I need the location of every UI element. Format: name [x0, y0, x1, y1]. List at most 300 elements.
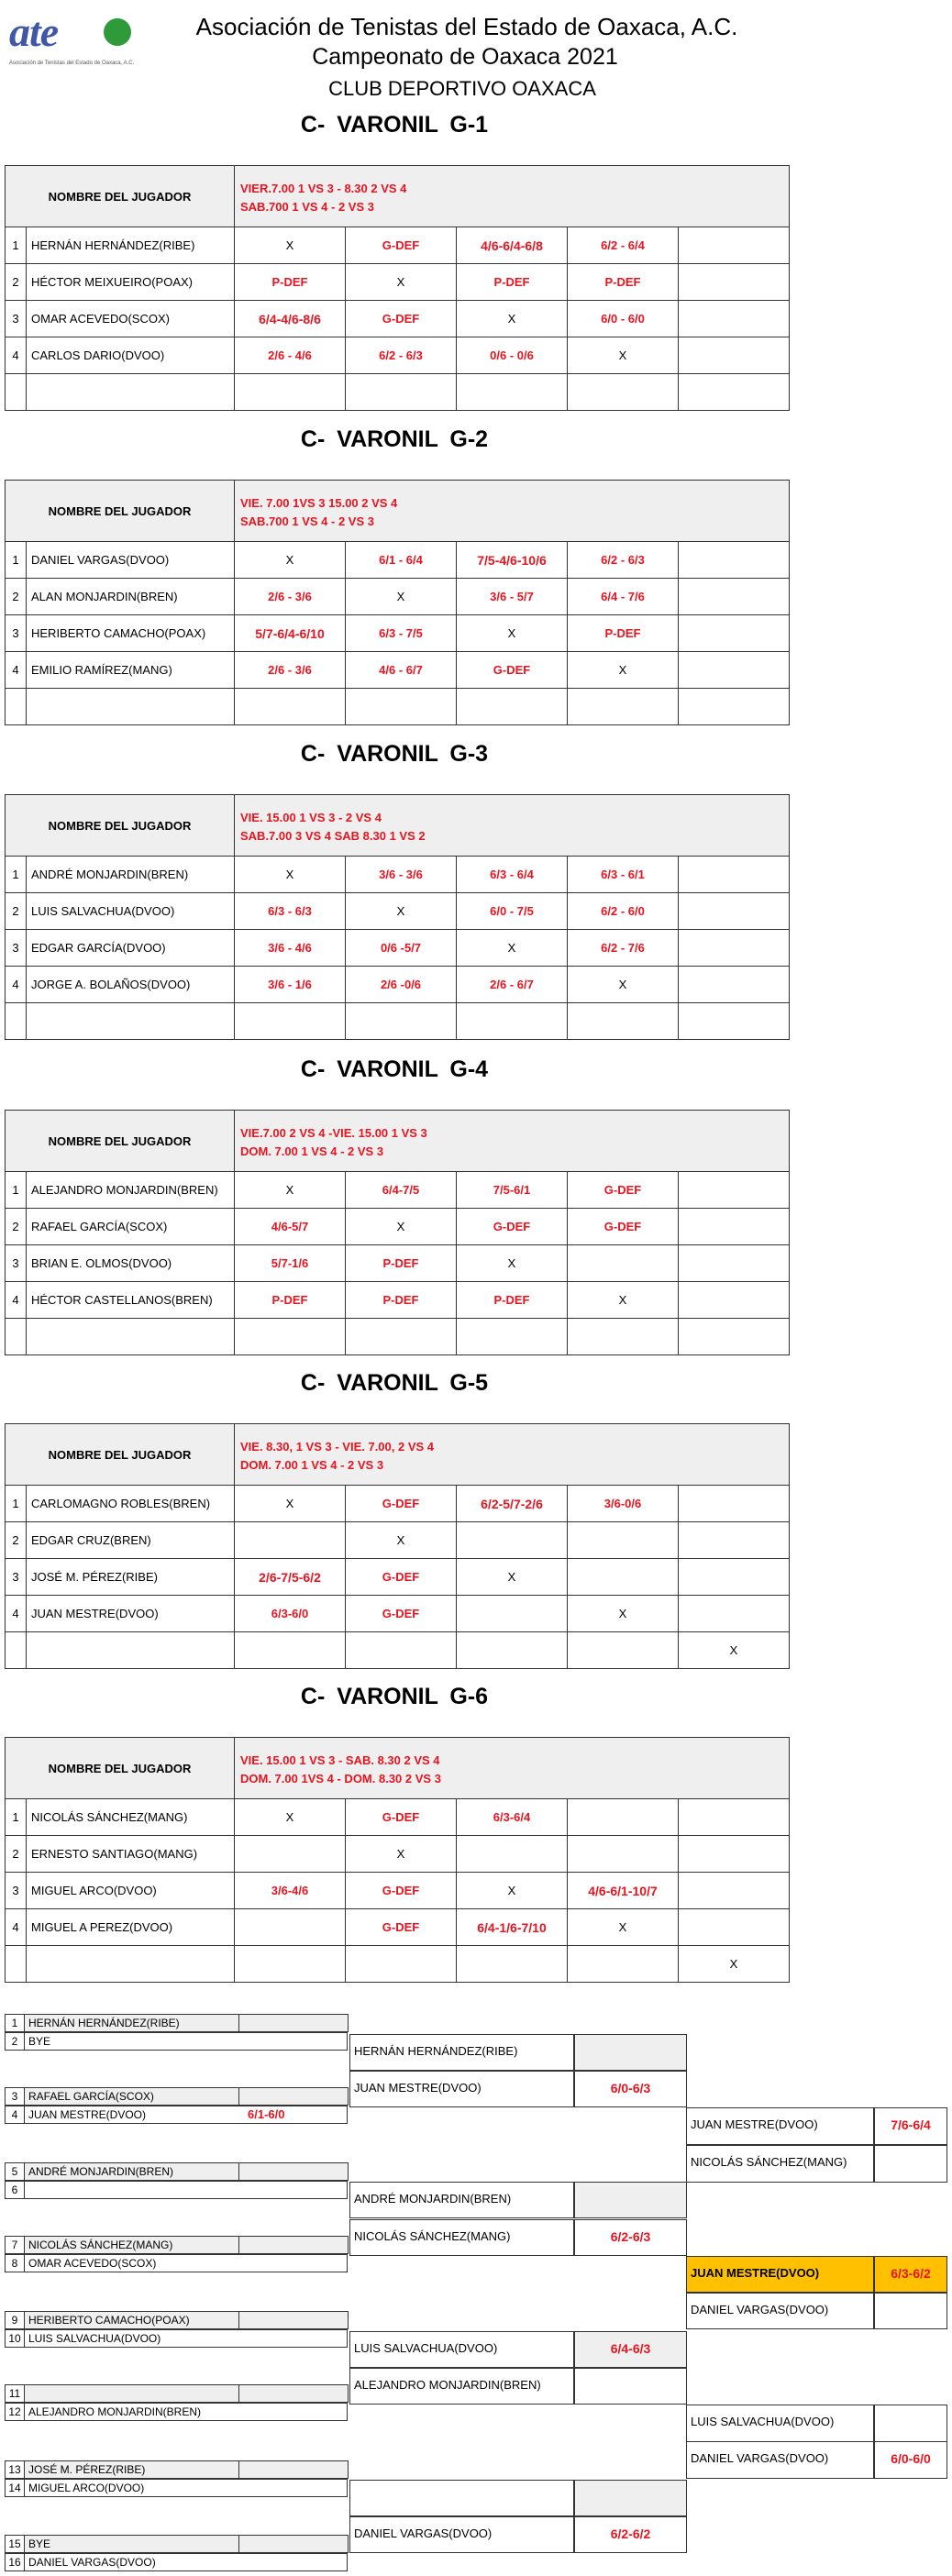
bracket-seed-number: 3	[5, 2087, 25, 2106]
match-result	[679, 1873, 790, 1909]
match-result: 6/2 - 6/3	[346, 337, 457, 374]
match-result: 2/6 - 3/6	[235, 652, 346, 689]
championship-title: Campeonato de Oaxaca 2021	[312, 44, 618, 70]
association-title: Asociación de Tenistas del Estado de Oaxaca, A.C.	[195, 13, 738, 40]
bracket-player: LUIS SALVACHUA(DVOO)	[349, 2331, 574, 2368]
match-result: G-DEF	[346, 1559, 457, 1596]
table-row	[6, 1319, 790, 1355]
bracket-score: 6/4-6/3	[574, 2331, 687, 2368]
player-name	[27, 1946, 235, 1983]
player-name: MIGUEL A PEREZ(DVOO)	[27, 1909, 235, 1946]
match-result: P-DEF	[346, 1245, 457, 1282]
player-number: 4	[6, 1909, 27, 1946]
match-result	[679, 374, 790, 411]
logo-text: ate	[9, 8, 59, 55]
bracket-player: NICOLÁS SÁNCHEZ(MANG)	[349, 2219, 574, 2256]
match-result: 6/0 - 6/0	[568, 301, 679, 337]
match-result: G-DEF	[346, 1596, 457, 1632]
player-name: ANDRÉ MONJARDIN(BREN)	[27, 857, 235, 893]
match-result: G-DEF	[346, 227, 457, 264]
match-result: X	[568, 1596, 679, 1632]
match-result	[568, 1003, 679, 1040]
bracket-player: JUAN MESTRE(DVOO)	[349, 2071, 574, 2107]
match-result	[235, 1946, 346, 1983]
group-table	[5, 1423, 790, 1669]
match-result: 4/6 - 6/7	[346, 652, 457, 689]
match-result: X	[235, 227, 346, 264]
match-result	[235, 1909, 346, 1946]
bracket-player: ANDRÉ MONJARDIN(BREN)	[349, 2182, 574, 2218]
match-result: X	[457, 615, 568, 652]
match-result: 6/3 - 6/1	[568, 857, 679, 893]
player-number: 4	[6, 967, 27, 1003]
table-row	[6, 1596, 790, 1632]
match-result: X	[235, 542, 346, 579]
match-result: X	[568, 652, 679, 689]
player-name: ALAN MONJARDIN(BREN)	[27, 579, 235, 615]
player-name: DANIEL VARGAS(DVOO)	[27, 542, 235, 579]
player-name: HERNÁN HERNÁNDEZ(RIBE)	[27, 227, 235, 264]
player-name: HERIBERTO CAMACHO(POAX)	[27, 615, 235, 652]
schedule-line: VIE.7.00 2 VS 4 -VIE. 15.00 1 VS 3	[240, 1126, 427, 1140]
player-name: CARLOS DARIO(DVOO)	[27, 337, 235, 374]
match-result	[679, 1209, 790, 1245]
bracket-seed-number: 9	[5, 2311, 25, 2329]
player-name	[27, 1003, 235, 1040]
match-result: 6/2 - 6/0	[568, 893, 679, 930]
match-result	[346, 1003, 457, 1040]
table-row	[6, 857, 790, 893]
match-result: 3/6-4/6	[235, 1873, 346, 1909]
group-title: C- VARONIL G-2	[300, 426, 489, 452]
group-table	[5, 794, 790, 1040]
match-result	[568, 1559, 679, 1596]
bracket-seed-number: 8	[5, 2254, 25, 2272]
schedule-line: DOM. 7.00 1 VS 4 - 2 VS 3	[240, 1458, 384, 1472]
match-result: G-DEF	[568, 1209, 679, 1245]
bracket-player	[24, 2181, 348, 2199]
bracket-score: 6/1-6/0	[248, 2107, 285, 2121]
match-result: 3/6 - 5/7	[457, 579, 568, 615]
match-result: 2/6 - 3/6	[235, 579, 346, 615]
match-result	[568, 1799, 679, 1836]
group-title: C- VARONIL G-5	[300, 1370, 489, 1396]
match-result: G-DEF	[457, 1209, 568, 1245]
table-row	[6, 1909, 790, 1946]
table-row	[6, 1282, 790, 1319]
player-number	[6, 1319, 27, 1355]
match-result	[679, 893, 790, 930]
match-result	[568, 374, 679, 411]
match-result	[568, 1946, 679, 1983]
match-result	[679, 1245, 790, 1282]
match-result	[457, 1632, 568, 1669]
match-result	[346, 689, 457, 725]
schedule-line: DOM. 7.00 1 VS 4 - 2 VS 3	[240, 1144, 384, 1158]
match-result	[235, 689, 346, 725]
bracket-score: 6/2-6/2	[574, 2516, 687, 2553]
match-result: 6/4-7/5	[346, 1172, 457, 1209]
match-result: G-DEF	[457, 652, 568, 689]
group-title: C- VARONIL G-3	[300, 741, 489, 767]
player-name: BRIAN E. OLMOS(DVOO)	[27, 1245, 235, 1282]
table-row	[6, 1946, 790, 1983]
group-table	[5, 165, 790, 411]
player-name: RAFAEL GARCÍA(SCOX)	[27, 1209, 235, 1245]
match-result: X	[346, 1836, 457, 1873]
table-row	[6, 1172, 790, 1209]
bracket-score: 6/3-6/2	[874, 2256, 947, 2293]
match-result: X	[568, 337, 679, 374]
bracket-player: DANIEL VARGAS(DVOO)	[349, 2516, 574, 2553]
schedule-line: VIE. 8.30, 1 VS 3 - VIE. 7.00, 2 VS 4	[240, 1440, 435, 1454]
match-result: 6/4-4/6-8/6	[235, 301, 346, 337]
bracket-seed-number: 16	[5, 2553, 25, 2571]
match-result	[235, 1319, 346, 1355]
player-number	[6, 1946, 27, 1983]
table-row	[6, 337, 790, 374]
schedule-line: VIER.7.00 1 VS 3 - 8.30 2 VS 4	[240, 182, 407, 195]
match-result: 3/6 - 4/6	[235, 930, 346, 967]
match-result	[679, 337, 790, 374]
match-result: X	[679, 1632, 790, 1669]
match-result: X	[346, 1522, 457, 1559]
player-name-header: NOMBRE DEL JUGADOR	[6, 1111, 235, 1172]
match-result: 7/5-6/1	[457, 1172, 568, 1209]
match-result	[568, 1836, 679, 1873]
match-result: X	[346, 1209, 457, 1245]
bracket-score	[874, 2405, 947, 2442]
player-name: HÉCTOR CASTELLANOS(BREN)	[27, 1282, 235, 1319]
player-number	[6, 1632, 27, 1669]
bracket-score: 6/0-6/3	[574, 2071, 687, 2107]
schedule-line: SAB.7.00 3 VS 4 SAB 8.30 1 VS 2	[240, 829, 426, 843]
player-name	[27, 374, 235, 411]
match-result	[346, 374, 457, 411]
table-row	[6, 1003, 790, 1040]
match-result: 3/6 - 3/6	[346, 857, 457, 893]
match-result	[568, 1245, 679, 1282]
match-result: X	[346, 579, 457, 615]
table-row	[6, 689, 790, 725]
bracket-player: JUAN MESTRE(DVOO)	[24, 2106, 348, 2124]
player-name: NICOLÁS SÁNCHEZ(MANG)	[27, 1799, 235, 1836]
schedule-line: SAB.700 1 VS 4 - 2 VS 3	[240, 200, 374, 214]
match-result	[679, 1559, 790, 1596]
bracket-player: OMAR ACEVEDO(SCOX)	[24, 2254, 348, 2272]
bracket-player	[349, 2480, 574, 2516]
schedule-line: SAB.700 1 VS 4 - 2 VS 3	[240, 514, 374, 528]
match-result	[235, 1632, 346, 1669]
bracket-player: ALEJANDRO MONJARDIN(BREN)	[349, 2368, 574, 2405]
match-result: P-DEF	[457, 1282, 568, 1319]
player-name: ERNESTO SANTIAGO(MANG)	[27, 1836, 235, 1873]
match-result: 6/2 - 6/4	[568, 227, 679, 264]
schedule-line: DOM. 7.00 1VS 4 - DOM. 8.30 2 VS 3	[240, 1772, 441, 1786]
table-row	[6, 930, 790, 967]
match-result: G-DEF	[346, 1486, 457, 1522]
bracket-player: LUIS SALVACHUA(DVOO)	[24, 2329, 348, 2348]
player-number: 1	[6, 542, 27, 579]
bracket-player: NICOLÁS SÁNCHEZ(MANG)	[686, 2145, 874, 2183]
player-number	[6, 1003, 27, 1040]
match-result	[568, 1319, 679, 1355]
match-result: 3/6 - 1/6	[235, 967, 346, 1003]
player-number: 1	[6, 857, 27, 893]
match-result: G-DEF	[346, 1873, 457, 1909]
player-name: JORGE A. BOLAÑOS(DVOO)	[27, 967, 235, 1003]
player-name: CARLOMAGNO ROBLES(BREN)	[27, 1486, 235, 1522]
match-result	[235, 1522, 346, 1559]
bracket-filler	[238, 2087, 349, 2106]
match-result: X	[457, 1873, 568, 1909]
match-result	[679, 1003, 790, 1040]
match-result: 6/0 - 7/5	[457, 893, 568, 930]
player-name	[27, 1632, 235, 1669]
player-name: JUAN MESTRE(DVOO)	[27, 1596, 235, 1632]
bracket-player: DANIEL VARGAS(DVOO)	[686, 2441, 874, 2479]
bracket-filler	[238, 2384, 349, 2403]
match-result	[679, 1172, 790, 1209]
schedule-cell	[235, 166, 790, 227]
player-number: 3	[6, 301, 27, 337]
match-result: X	[457, 1245, 568, 1282]
match-result: 6/2-5/7-2/6	[457, 1486, 568, 1522]
club-title: CLUB DEPORTIVO OAXACA	[328, 77, 596, 100]
player-name	[27, 689, 235, 725]
player-name	[27, 1319, 235, 1355]
match-result: 4/6-6/4-6/8	[457, 227, 568, 264]
logo-subtitle: Asociación de Tenistas del Estado de Oaxaca, A.C.	[9, 61, 135, 66]
player-name: EDGAR GARCÍA(DVOO)	[27, 930, 235, 967]
table-row	[6, 1486, 790, 1522]
table-row	[6, 1632, 790, 1669]
player-number: 2	[6, 579, 27, 615]
match-result: 6/3-6/0	[235, 1596, 346, 1632]
match-result	[679, 689, 790, 725]
bracket-score	[574, 2034, 687, 2071]
table-row	[6, 1836, 790, 1873]
champion: JUAN MESTRE(DVOO)	[686, 2256, 874, 2293]
match-result: 6/3 - 6/4	[457, 857, 568, 893]
match-result	[679, 857, 790, 893]
match-result	[679, 1596, 790, 1632]
player-name: EDGAR CRUZ(BREN)	[27, 1522, 235, 1559]
bracket-score: 6/0-6/0	[874, 2441, 947, 2479]
bracket-seed-number: 4	[5, 2106, 25, 2124]
player-number: 4	[6, 1596, 27, 1632]
match-result	[457, 1319, 568, 1355]
schedule-line: VIE. 15.00 1 VS 3 - SAB. 8.30 2 VS 4	[240, 1753, 440, 1767]
match-result: 6/1 - 6/4	[346, 542, 457, 579]
player-name-header: NOMBRE DEL JUGADOR	[6, 795, 235, 857]
match-result: X	[568, 1282, 679, 1319]
player-name: EMILIO RAMÍREZ(MANG)	[27, 652, 235, 689]
group-title: C- VARONIL G-1	[300, 112, 489, 138]
bracket-seed-number: 11	[5, 2384, 25, 2403]
bracket-player: DANIEL VARGAS(DVOO)	[24, 2553, 348, 2571]
match-result	[457, 1522, 568, 1559]
bracket-player: ANDRÉ MONJARDIN(BREN)	[24, 2162, 348, 2181]
player-number: 2	[6, 1522, 27, 1559]
player-name: OMAR ACEVEDO(SCOX)	[27, 301, 235, 337]
player-number: 3	[6, 930, 27, 967]
match-result: 6/4 - 7/6	[568, 579, 679, 615]
match-result	[679, 1282, 790, 1319]
player-name-header: NOMBRE DEL JUGADOR	[6, 481, 235, 542]
player-number: 1	[6, 1172, 27, 1209]
match-result: 6/3 - 6/3	[235, 893, 346, 930]
group-title: C- VARONIL G-6	[300, 1684, 489, 1709]
match-result	[235, 374, 346, 411]
match-result: 7/5-4/6-10/6	[457, 542, 568, 579]
match-result: G-DEF	[346, 1909, 457, 1946]
match-result: 2/6-7/5-6/2	[235, 1559, 346, 1596]
match-result	[679, 301, 790, 337]
match-result	[679, 1909, 790, 1946]
match-result	[457, 689, 568, 725]
schedule-cell	[235, 1424, 790, 1486]
match-result	[679, 967, 790, 1003]
match-result	[457, 374, 568, 411]
match-result	[235, 1003, 346, 1040]
table-row	[6, 893, 790, 930]
bracket-player: BYE	[24, 2032, 348, 2051]
player-name: LUIS SALVACHUA(DVOO)	[27, 893, 235, 930]
match-result: G-DEF	[346, 301, 457, 337]
match-result: X	[346, 893, 457, 930]
match-result: X	[346, 264, 457, 301]
bracket-player: NICOLÁS SÁNCHEZ(MANG)	[24, 2236, 348, 2254]
match-result	[235, 1836, 346, 1873]
match-result: X	[235, 857, 346, 893]
bracket-player: ALEJANDRO MONJARDIN(BREN)	[24, 2403, 348, 2421]
table-row	[6, 1209, 790, 1245]
match-result: X	[568, 1909, 679, 1946]
bracket-seed-number: 5	[5, 2162, 25, 2181]
match-result	[679, 579, 790, 615]
group-table	[5, 1737, 790, 1983]
match-result: P-DEF	[235, 1282, 346, 1319]
match-result: 4/6-6/1-10/7	[568, 1873, 679, 1909]
match-result: 6/2 - 7/6	[568, 930, 679, 967]
match-result: X	[457, 930, 568, 967]
bracket-player: BYE	[24, 2535, 348, 2553]
group-title: C- VARONIL G-4	[300, 1056, 489, 1082]
bracket-player: LUIS SALVACHUA(DVOO)	[686, 2405, 874, 2442]
match-result: X	[568, 967, 679, 1003]
match-result: 2/6 - 4/6	[235, 337, 346, 374]
player-number: 1	[6, 1486, 27, 1522]
bracket-filler	[238, 2014, 349, 2032]
bracket-seed-number: 10	[5, 2329, 25, 2348]
schedule-cell	[235, 1111, 790, 1172]
match-result: X	[679, 1946, 790, 1983]
player-number: 1	[6, 1799, 27, 1836]
player-number: 3	[6, 1559, 27, 1596]
bracket-score	[574, 2368, 687, 2405]
match-result: X	[457, 1559, 568, 1596]
table-row	[6, 1522, 790, 1559]
table-row	[6, 227, 790, 264]
bracket-player: HERNÁN HERNÁNDEZ(RIBE)	[24, 2014, 348, 2032]
bracket-score	[874, 2293, 947, 2329]
table-row	[6, 967, 790, 1003]
player-number: 4	[6, 337, 27, 374]
player-number: 2	[6, 1209, 27, 1245]
match-result: 5/7-6/4-6/10	[235, 615, 346, 652]
schedule-line: VIE. 7.00 1VS 3 15.00 2 VS 4	[240, 496, 398, 510]
match-result	[346, 1632, 457, 1669]
match-result	[568, 689, 679, 725]
match-result: X	[235, 1172, 346, 1209]
match-result: 4/6-5/7	[235, 1209, 346, 1245]
match-result	[457, 1003, 568, 1040]
match-result: 6/2 - 6/3	[568, 542, 679, 579]
match-result	[568, 1522, 679, 1559]
match-result: 6/3-6/4	[457, 1799, 568, 1836]
bracket-filler	[238, 2535, 349, 2553]
match-result: P-DEF	[568, 615, 679, 652]
bracket-player: DANIEL VARGAS(DVOO)	[686, 2293, 874, 2329]
match-result: P-DEF	[457, 264, 568, 301]
group-table	[5, 1110, 790, 1355]
schedule-cell	[235, 481, 790, 542]
bracket-score: 7/6-6/4	[874, 2107, 947, 2145]
bracket-filler	[238, 2236, 349, 2254]
match-result	[679, 227, 790, 264]
table-row	[6, 1873, 790, 1909]
player-number: 4	[6, 1282, 27, 1319]
table-row	[6, 374, 790, 411]
table-row	[6, 1799, 790, 1836]
match-result: P-DEF	[346, 1282, 457, 1319]
player-name: ALEJANDRO MONJARDIN(BREN)	[27, 1172, 235, 1209]
table-row	[6, 542, 790, 579]
match-result	[457, 1596, 568, 1632]
match-result: 0/6 -5/7	[346, 930, 457, 967]
match-result: 5/7-1/6	[235, 1245, 346, 1282]
player-number: 2	[6, 264, 27, 301]
bracket-seed-number: 13	[5, 2460, 25, 2479]
match-result: 0/6 - 0/6	[457, 337, 568, 374]
match-result: X	[235, 1486, 346, 1522]
match-result	[568, 1632, 679, 1669]
match-result	[346, 1319, 457, 1355]
bracket-seed-number: 7	[5, 2236, 25, 2254]
table-row	[6, 1559, 790, 1596]
match-result	[679, 652, 790, 689]
match-result	[679, 1319, 790, 1355]
bracket-score	[874, 2145, 947, 2183]
match-result: 2/6 -0/6	[346, 967, 457, 1003]
match-result	[679, 615, 790, 652]
schedule-cell	[235, 795, 790, 857]
player-number	[6, 689, 27, 725]
match-result: G-DEF	[568, 1172, 679, 1209]
bracket-score	[574, 2182, 687, 2218]
bracket-filler	[238, 2311, 349, 2329]
match-result	[679, 1799, 790, 1836]
match-result	[679, 930, 790, 967]
bracket-filler	[238, 2162, 349, 2181]
match-result	[679, 264, 790, 301]
match-result: 3/6-0/6	[568, 1486, 679, 1522]
table-row	[6, 301, 790, 337]
match-result	[679, 1522, 790, 1559]
player-number: 3	[6, 615, 27, 652]
bracket-seed-number: 14	[5, 2479, 25, 2497]
